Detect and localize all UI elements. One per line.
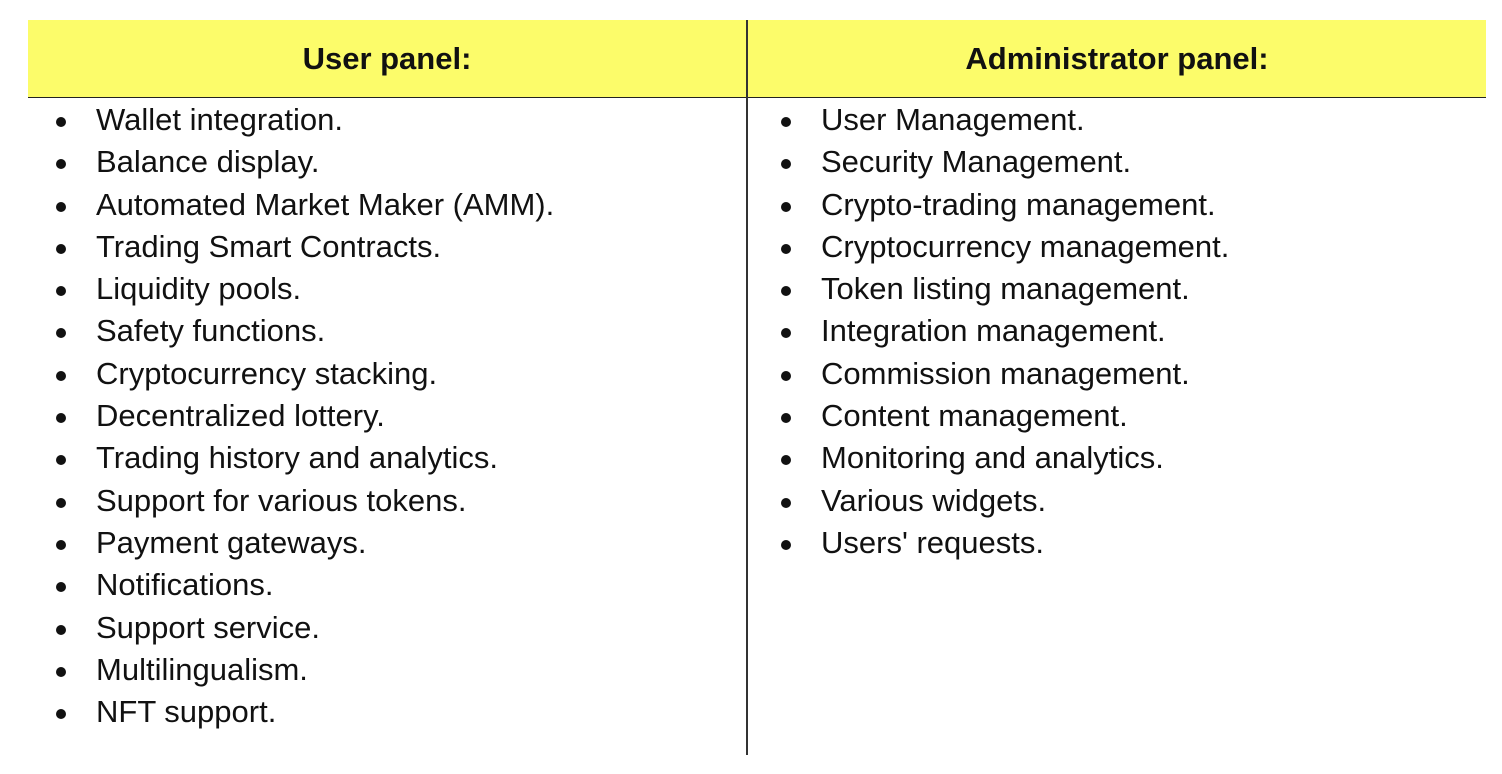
bullet-icon [56, 202, 66, 212]
bullet-icon [56, 667, 66, 677]
user-panel-list [56, 99, 736, 733]
bullet-icon [56, 413, 66, 423]
list-item-text: Integration management. [821, 313, 1166, 349]
list-item-text: Commission management. [821, 355, 1190, 391]
bullet-icon [781, 159, 791, 169]
list-item-text: Trading Smart Contracts. [96, 228, 442, 264]
admin-panel-list [781, 99, 1481, 564]
bullet-icon [781, 117, 791, 127]
bullet-icon [781, 498, 791, 508]
bullet-icon [56, 159, 66, 169]
bullet-icon [56, 625, 66, 635]
bullet-icon [56, 328, 66, 338]
list-item-text: Balance display. [96, 144, 320, 180]
list-item [56, 184, 736, 226]
list-item-text: Notifications. [96, 567, 274, 603]
list-item [56, 437, 736, 479]
list-item [56, 353, 736, 395]
list-item-text: Liquidity pools. [96, 271, 302, 307]
list-item [56, 310, 736, 352]
list-item [781, 395, 1481, 437]
list-item [56, 480, 736, 522]
list-item [56, 99, 736, 141]
list-item [781, 310, 1481, 352]
list-item [781, 522, 1481, 564]
list-item-text: Token listing management. [821, 271, 1190, 307]
list-item-text: Users' requests. [821, 524, 1044, 560]
list-item [56, 141, 736, 183]
list-item-text: Various widgets. [821, 482, 1047, 518]
list-item [781, 437, 1481, 479]
list-item-text: Crypto-trading management. [821, 186, 1216, 222]
list-item [781, 184, 1481, 226]
list-item [56, 268, 736, 310]
list-item-text: Support service. [96, 609, 320, 645]
bullet-icon [781, 286, 791, 296]
bullet-icon [781, 328, 791, 338]
list-item [56, 691, 736, 733]
bullet-icon [56, 371, 66, 381]
list-item [781, 141, 1481, 183]
list-item-text: Cryptocurrency management. [821, 228, 1230, 264]
bullet-icon [56, 117, 66, 127]
features-table [28, 20, 1486, 755]
list-item [781, 268, 1481, 310]
bullet-icon [56, 244, 66, 254]
bullet-icon [781, 371, 791, 381]
list-item [56, 395, 736, 437]
list-item [56, 649, 736, 691]
bullet-icon [781, 202, 791, 212]
bullet-icon [56, 286, 66, 296]
bullet-icon [56, 455, 66, 465]
list-item-text: Decentralized lottery. [96, 398, 385, 434]
list-item [56, 522, 736, 564]
list-item-text: Cryptocurrency stacking. [96, 355, 438, 391]
bullet-icon [781, 413, 791, 423]
list-item-text: Payment gateways. [96, 524, 367, 560]
list-item-text: Automated Market Maker (AMM). [96, 186, 555, 222]
bullet-icon [781, 244, 791, 254]
list-item-text: Security Management. [821, 144, 1132, 180]
bullet-icon [56, 582, 66, 592]
list-item-text: User Management. [821, 102, 1085, 137]
list-item [56, 607, 736, 649]
list-item [781, 99, 1481, 141]
table-header [28, 20, 1486, 98]
list-item-text: Trading history and analytics. [96, 440, 499, 476]
bullet-icon [56, 709, 66, 719]
bullet-icon [781, 540, 791, 550]
list-item [781, 353, 1481, 395]
list-item-text: Multilingualism. [96, 651, 308, 687]
list-item-text: Wallet integration. [96, 102, 343, 137]
list-item [781, 226, 1481, 268]
bullet-icon [781, 455, 791, 465]
list-item-text: Content management. [821, 398, 1128, 434]
list-item-text: NFT support. [96, 694, 277, 730]
list-item-text: Support for various tokens. [96, 482, 467, 518]
list-item [56, 226, 736, 268]
column-divider [746, 20, 748, 755]
bullet-icon [56, 498, 66, 508]
admin-panel-heading: Administrator panel: [965, 40, 1269, 76]
bullet-icon [56, 540, 66, 550]
list-item [56, 564, 736, 606]
list-item-text: Monitoring and analytics. [821, 440, 1164, 476]
list-item-text: Safety functions. [96, 313, 326, 349]
list-item [781, 480, 1481, 522]
user-panel-heading: User panel: [302, 40, 472, 76]
